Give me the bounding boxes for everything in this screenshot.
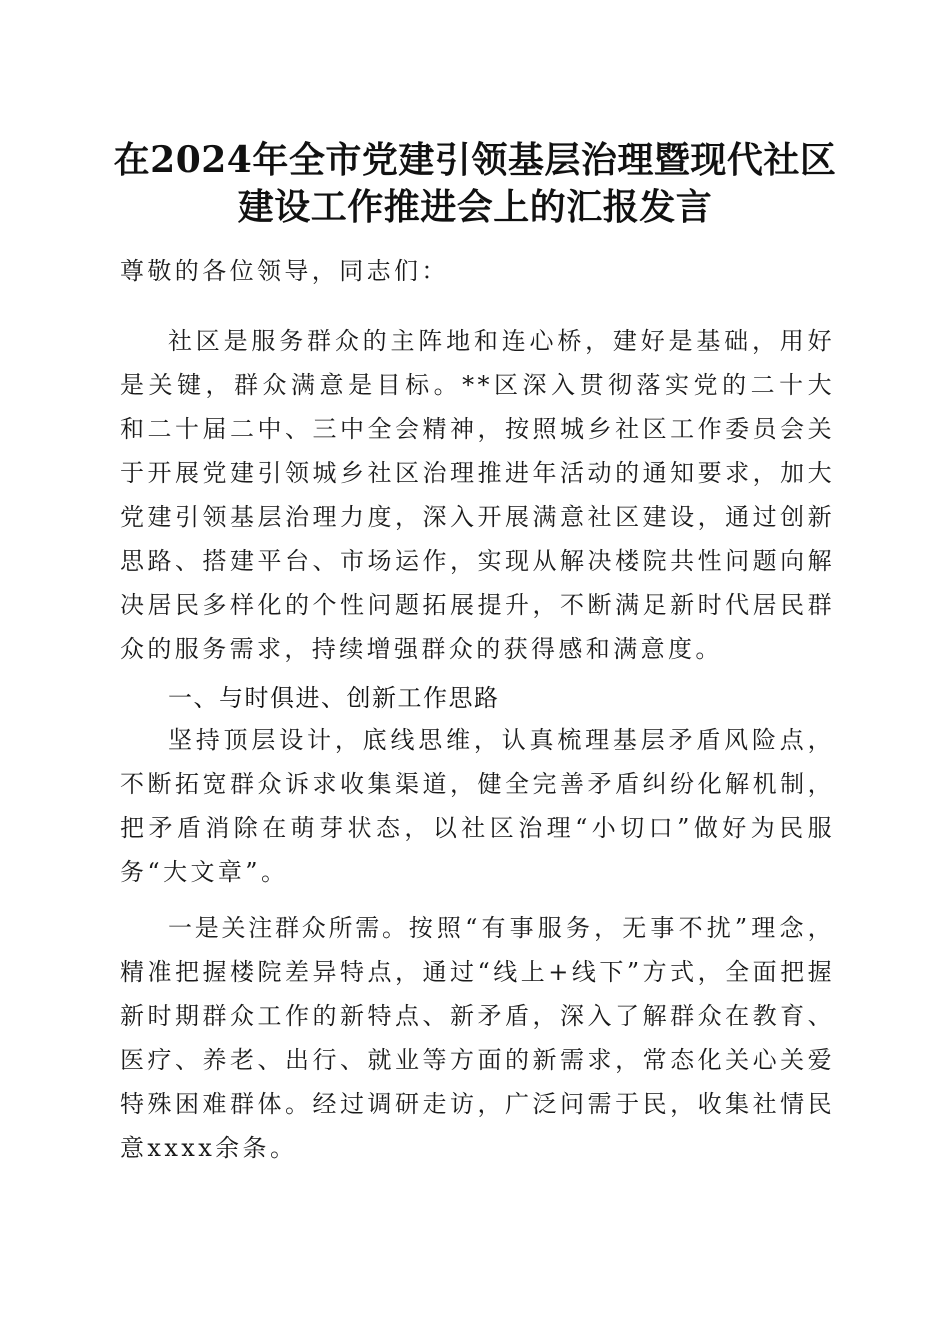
section-heading-1: 一、与时俱进、创新工作思路 [168, 684, 500, 712]
document-title-line-1: 在2024年全市党建引领基层治理暨现代社区 [113, 139, 837, 181]
paragraph-section-1-summary: 坚持顶层设计，底线思维，认真梳理基层矛盾风险点，不断拓宽群众诉求收集渠道，健全完善矛盾纠纷化解机制，把矛盾消除在萌芽状态，以社区治理“小切口”做好为民服务“大文章”。 [120, 726, 835, 886]
paragraph-point-1 [120, 906, 835, 1170]
point-1-body: 按照“有事服务，无事不扰”理念，精准把握楼院差异特点，通过“线上+线下”方式，全面把握新时期群众工作的新特点、新矛盾，深入了解群众在教育、医疗、养老、出行、就业等方面的新需求，常态化关心关爱特殊困难群体。经过调研走访，广泛问需于民，收集社情民意xxxx余条。 [120, 914, 835, 1162]
paragraph-intro: 社区是服务群众的主阵地和连心桥，建好是基础，用好是关键，群众满意是目标。**区深入贯彻落实党的二十大和二十届二中、三中全会精神，按照城乡社区工作委员会关于开展党建引领城乡社区治理推进年活动的通知要求，加大党建引领基层治理力度，深入开展满意社区建设，通过创新思路、搭建平台、市场运作，实现从解决楼院共性问题向解决居民多样化的个性问题拓展提升，不断满足新时代居民群众的服务需求，持续增强群众的获得感和满意度。 [120, 327, 835, 663]
point-1-lead: 一是关注群众所需。 [168, 914, 409, 942]
document-title-line-2: 建设工作推进会上的汇报发言 [237, 186, 713, 228]
salutation: 尊敬的各位领导，同志们： [120, 257, 449, 285]
